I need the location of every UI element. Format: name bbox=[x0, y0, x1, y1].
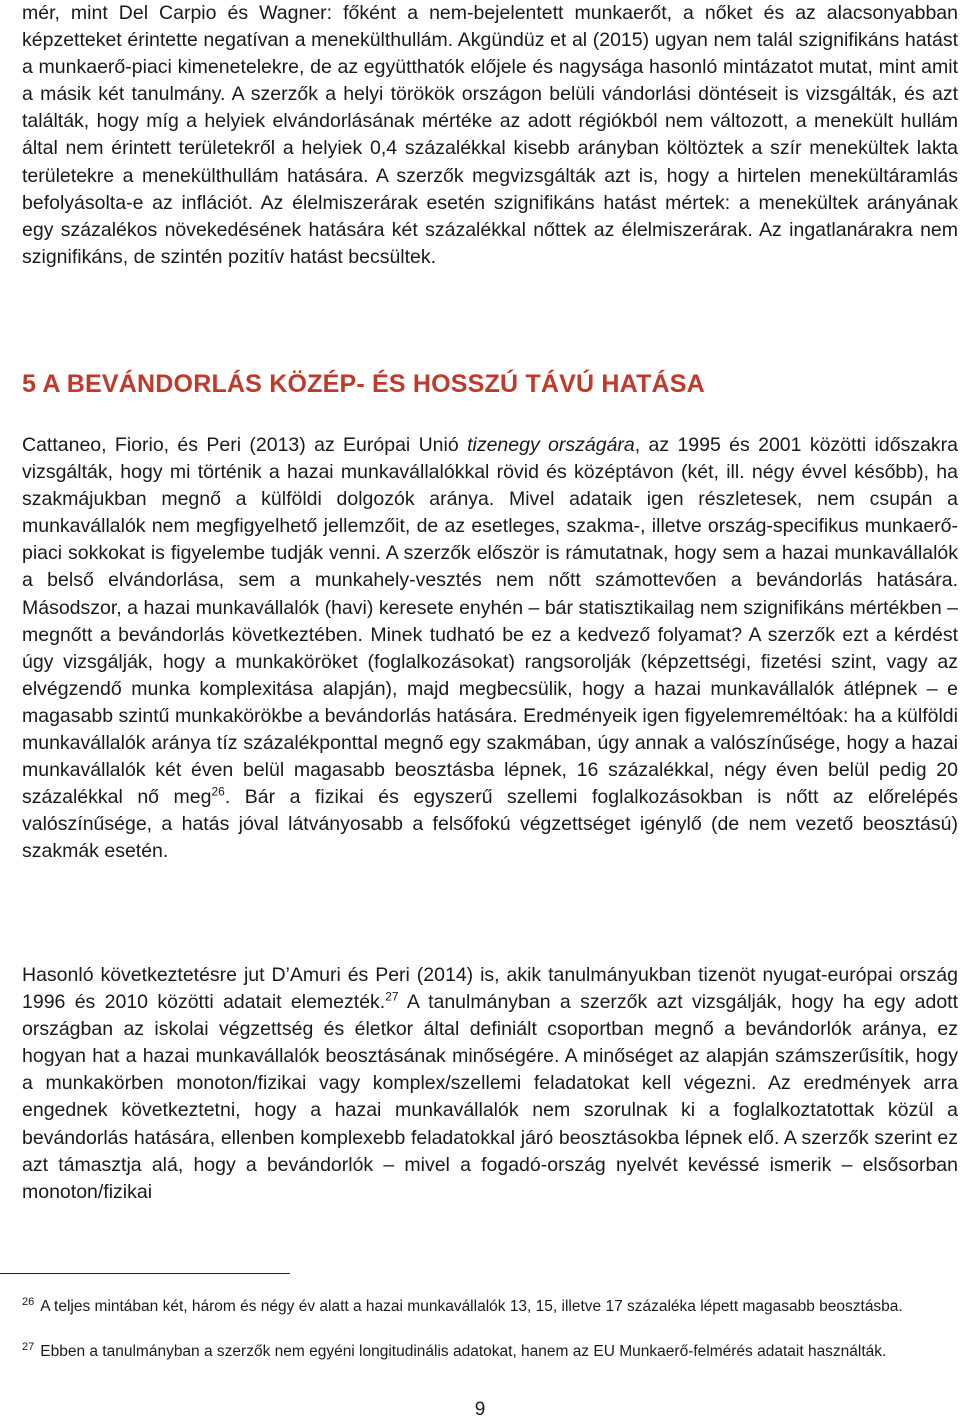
paragraph-text: Cattaneo, Fiorio, és Peri (2013) az Európai Unió bbox=[22, 434, 468, 456]
footnote bbox=[22, 1296, 958, 1317]
paragraph-text: A tanulmányban a szerzők azt vizsgálják, hogy ha egy adott országban az iskolai végzettség és életkor által definiált csoportban megnő a bevándorlók aránya, ez hogyan hat a hazai munkavállalók beosztásának minőségére. A minőséget az alapján számszerűsítik, hogy a munkakörben monoton/fizikai vagy komplex/szellemi feladatokat kell végezni. Az eredmények arra engednek következtetni, hogy a hazai munkavállalók nem szorulnak ki a foglalkoztatottak közül a bevándorlás hatására, ellenben komplexebb feladatokkal járó beosztásokba lépnek elő. A szerzők szerint ez azt támasztja alá, hogy a bevándorlók – mivel a fogadó-ország nyelvét kevéssé ismerik – elsősorban monoton/fizikai bbox=[22, 991, 958, 1203]
footnote-ref[interactable]: 27 bbox=[385, 989, 399, 1004]
body-paragraph bbox=[22, 962, 958, 1206]
section-heading: 5 A BEVÁNDORLÁS KÖZÉP- ÉS HOSSZÚ TÁVÚ HATÁSA bbox=[22, 370, 705, 398]
body-paragraph: mér, mint Del Carpio és Wagner: főként a nem-bejelentett munkaerőt, a nőket és az alacsonyabban képzetteket érintette negatívan a menekülthullám. Akgündüz et al (2015) ugyan nem talál szignifikáns hatást a munkaerő-piaci kimenetelekre, de az együtthatók előjele és nagysága hasonló mintázatot mutat, mint amit a másik két tanulmány. A szerzők a helyi törökök országon belüli vándorlási döntéseit is vizsgálták, és azt találták, hogy míg a helyiek elvándorlásának mértéke az adott régiókból nem változott, a menekült hullám által nem érintett területekről a helyiek 0,4 százalékkal kisebb arányban költöztek a szír menekültek lakta területekre a menekülthullám hatására. A szerzők megvizsgálták azt is, hogy a hirtelen menekültáramlás befolyásolta-e az inflációt. Az élelmiszerárak esetén szignifikáns hatást mértek: a menekültek arányának egy százalékos növekedésének hatására két százalékkal nőttek az élelmiszerárak. Az ingatlanárakra nem szignifikáns, de szintén pozitív hatást becsültek. bbox=[22, 2, 958, 268]
italic-text: tizenegy országára bbox=[467, 434, 635, 456]
page-number: 9 bbox=[474, 1399, 486, 1420]
footnote-mark: 27 bbox=[22, 1340, 35, 1353]
footnote-mark: 26 bbox=[22, 1295, 35, 1308]
paragraph-text: Hasonló következtetésre jut D’Amuri és Peri (2014) is, akik tanulmányukban tizenöt nyugat-európai ország 1996 és 2010 közötti adatait elemezték. bbox=[22, 964, 958, 1014]
paragraph-text: . Bár a fizikai és egyszerű szellemi foglalkozásokban is nőtt az előrelépés valószínűsége, a hatás jóval látványosabb a felsőfokú végzettséget igénylő (de nem vezető beosztású) szakmák esetén. bbox=[22, 786, 958, 863]
footnote-separator bbox=[0, 1273, 290, 1274]
paragraph-text: , az 1995 és 2001 közötti időszakra vizsgálták, hogy mi történik a hazai munkavállalókkal rövid és középtávon (két, ill. négy évvel később), ha szakmájukban megnő a külföldi dolgozók aránya. Mivel adataik igen részletesek, nem csupán a munkavállalók nem megfigyelhető jellemzőit, de az esetleges, szakma-, illetve ország-specifikus munkaerő-piaci sokkokat is figyelembe tudják venni. A szerzők először is rámutatnak, hogy sem a hazai munkavállalók a belső elvándorlása, sem a munkahely-vesztés nem nőtt számottevően a bevándorlás hatására. Másodszor, a hazai munkavállalók (havi) keresete enyhén – bár statisztikailag nem szignifikáns mértékben – megnőtt a bevándorlás következtében. Minek tudható be ez a kedvező folyamat? A szerzők ezt a kérdést úgy vizsgálják, hogy a munkaköröket (foglalkozásokat) rangsorolják (képzettségi, fizetési szint, vagy az elvégzendő munka komplexitása alapján), majd megbecsülik, hogy a hazai munkavállalók átlépnek – e magasabb szintű munkakörökbe a bevándorlás hatására. Eredményeik igen figyelemreméltóak: ha a külföldi munkavállalók aránya tíz százalékponttal megnő egy szakmában, úgy annak a valószínűsége, hogy a hazai munkavállalók két éven belül magasabb beosztásba lépnek, 16 százalékkal, négy éven belül pedig 20 százalékkal nő meg bbox=[22, 434, 958, 809]
footnote bbox=[22, 1341, 958, 1362]
footnote-ref[interactable]: 26 bbox=[211, 784, 225, 799]
body-paragraph bbox=[22, 432, 958, 866]
footnote-text: Ebben a tanulmányban a szerzők nem egyéni longitudinális adatokat, hanem az EU Munkaerő-felmérés adatait használták. bbox=[40, 1343, 887, 1360]
footnote-text: A teljes mintában két, három és négy év alatt a hazai munkavállalók 13, 15, illetve 17 százaléka lépett magasabb beosztásba. bbox=[40, 1298, 903, 1315]
